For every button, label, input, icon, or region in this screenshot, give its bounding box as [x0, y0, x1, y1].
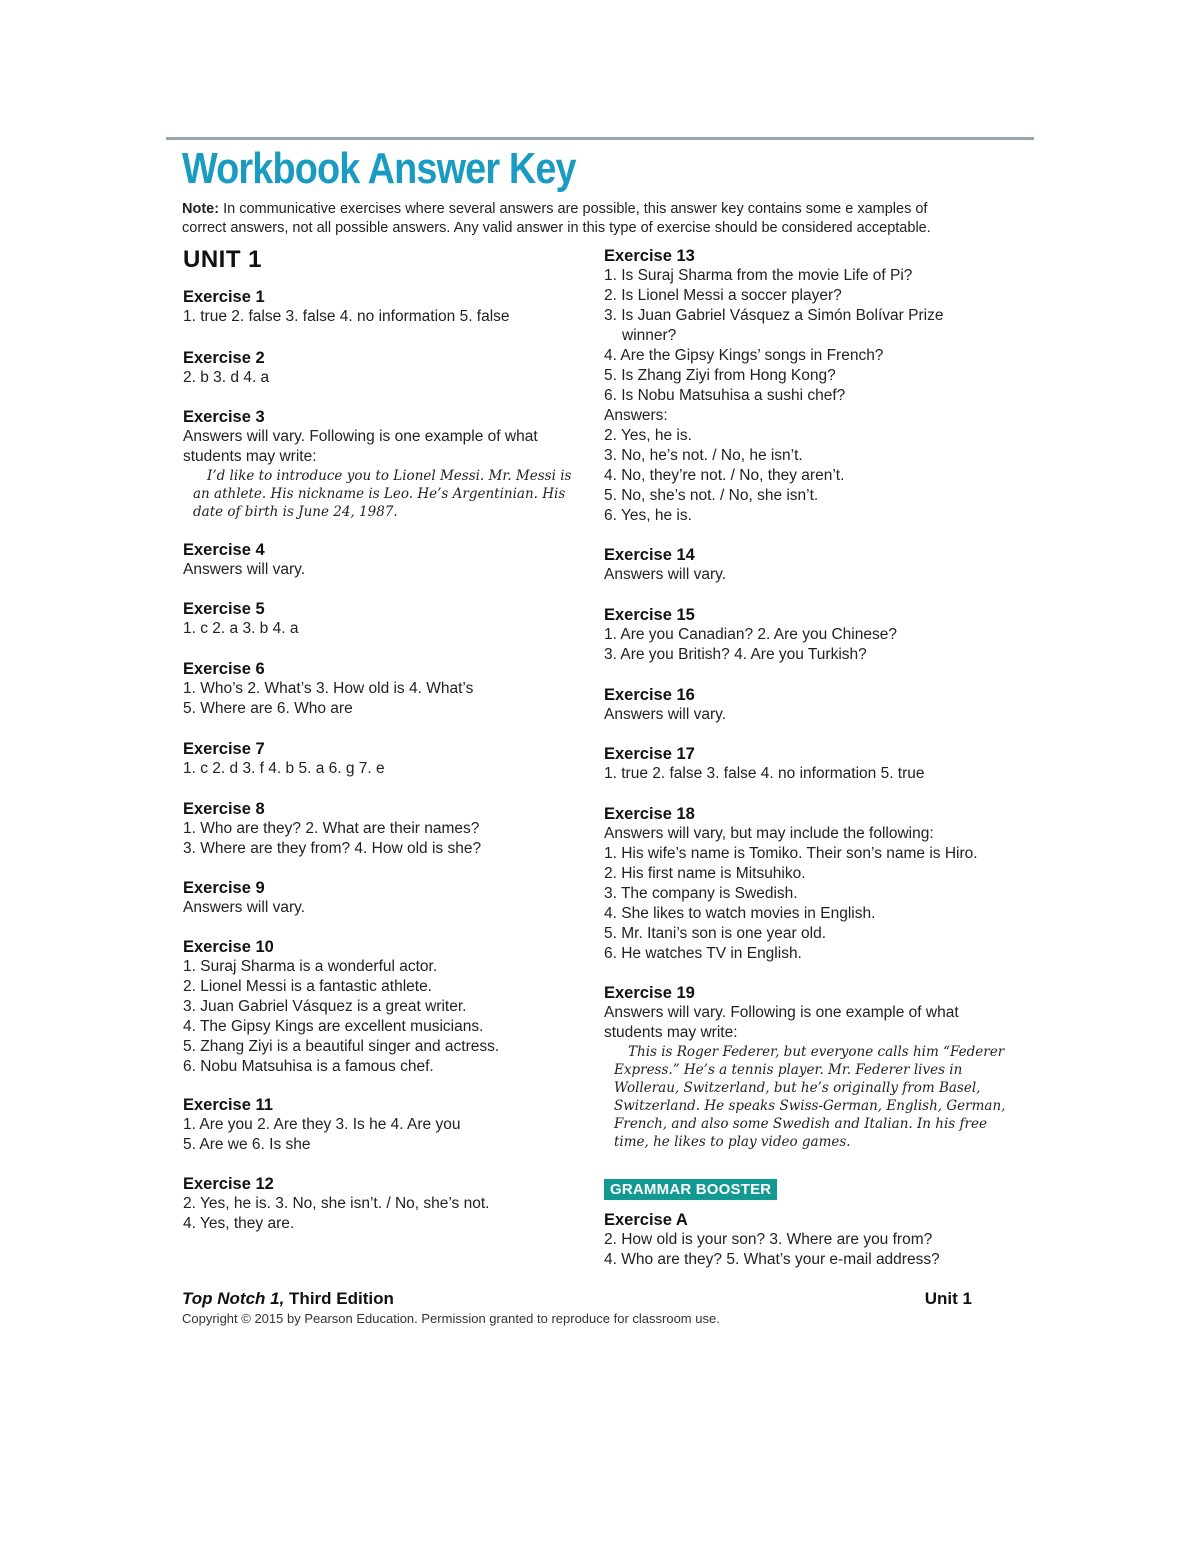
answer-line: 1. c 2. a 3. b 4. a	[183, 620, 299, 637]
grammar-booster-badge: GRAMMAR BOOSTER	[604, 1179, 777, 1200]
answer-line: 6. Is Nobu Matsuhisa a sushi chef?	[604, 387, 846, 404]
exercise-title: Exercise 2	[183, 349, 265, 367]
answer-line: Answers will vary. Following is one example of what	[183, 428, 538, 445]
answer-line: 1. true 2. false 3. false 4. no information 5. true	[604, 765, 925, 782]
answer-line: Answers will vary.	[183, 561, 306, 578]
answer-line: 5. Zhang Ziyi is a beautiful singer and actress.	[183, 1038, 500, 1055]
note-paragraph	[182, 200, 962, 238]
answer-line: 6. Nobu Matsuhisa is a famous chef.	[183, 1058, 434, 1075]
answer-line: 5. Is Zhang Ziyi from Hong Kong?	[604, 367, 836, 384]
left-exercise-list	[183, 287, 583, 1234]
copyright-line: Copyright © 2015 by Pearson Education. Permission granted to reproduce for classroom use.	[182, 1311, 720, 1326]
answer-line: 1. true 2. false 3. false 4. no information 5. false	[183, 308, 510, 325]
note-text: In communicative exercises where several answers are possible, this answer key contains some e xamples of correct answers, not all possible answers. Any valid answer in this type of exercise should be considered acceptable.	[182, 201, 931, 236]
exercise-block	[183, 1095, 583, 1155]
sample-answer-line: an athlete. His nickname is Leo. He’s Argentinian. His	[193, 486, 566, 502]
exercise-title: Exercise 16	[604, 686, 695, 704]
exercise-title: Exercise 3	[183, 408, 265, 426]
exercise-title: Exercise 6	[183, 660, 265, 678]
answer-line: 6. Yes, he is.	[604, 507, 692, 524]
answer-line: 6. He watches TV in English.	[604, 945, 802, 962]
exercise-title: Exercise 5	[183, 600, 265, 618]
sample-answer-text	[183, 467, 583, 521]
exercise-block	[604, 545, 1024, 585]
right-exercise-list	[604, 246, 1024, 1151]
exercise-block	[183, 799, 583, 859]
sample-answer-line: date of birth is June 24, 1987.	[193, 504, 398, 520]
answer-line: 2. His first name is Mitsuhiko.	[604, 865, 806, 882]
exercise-title: Exercise 12	[183, 1175, 274, 1193]
exercise-title: Exercise 4	[183, 541, 265, 559]
exercise-block	[183, 878, 583, 918]
answer-line: 4. No, they’re not. / No, they aren’t.	[604, 467, 845, 484]
answer-line: 1. His wife’s name is Tomiko. Their son’s name is Hiro.	[604, 845, 978, 862]
note-label: Note:	[182, 201, 220, 217]
answer-line: 4. Who are they? 5. What’s your e-mail address?	[604, 1251, 940, 1268]
exercise-title: Exercise 7	[183, 740, 265, 758]
exercise-title: Exercise 9	[183, 879, 265, 897]
page-title: Workbook Answer Key	[182, 144, 576, 193]
left-column	[183, 246, 583, 1234]
exercise-title: Exercise A	[604, 1211, 688, 1229]
sample-answer-line: French, and also some Swedish and Italian. In his free	[614, 1116, 987, 1132]
answer-line: 4. Yes, they are.	[183, 1215, 295, 1232]
exercise-block	[604, 685, 1024, 725]
sample-answer-line: I’d like to introduce you to Lionel Messi. Mr. Messi is	[207, 468, 572, 484]
answer-line: 5. No, she’s not. / No, she isn’t.	[604, 487, 819, 504]
right-column	[604, 246, 1024, 1270]
exercise-block	[183, 937, 583, 1077]
sample-answer-text	[604, 1043, 1024, 1151]
answer-line: 4. Are the Gipsy Kings’ songs in French?	[604, 347, 884, 364]
exercise-block	[183, 540, 583, 580]
exercise-block	[604, 1210, 1024, 1270]
exercise-block	[604, 246, 1024, 526]
answer-line: 2. Yes, he is.	[604, 427, 692, 444]
answer-line: 3. Are you British? 4. Are you Turkish?	[604, 646, 867, 663]
unit-heading: UNIT 1	[183, 246, 263, 273]
exercise-block	[183, 287, 583, 327]
answer-line: Answers will vary, but may include the following:	[604, 825, 934, 842]
exercise-title: Exercise 1	[183, 288, 265, 306]
booster-exercise	[604, 1210, 1024, 1270]
book-title-line	[182, 1289, 972, 1309]
sample-answer-line: time, he likes to play video games.	[614, 1134, 851, 1150]
answer-line: 5. Mr. Itani’s son is one year old.	[604, 925, 826, 942]
answer-line: 3. Where are they from? 4. How old is she?	[183, 840, 482, 857]
page-footer	[182, 1289, 972, 1326]
footer-unit-label: Unit 1	[924, 1289, 972, 1308]
exercise-title: Exercise 14	[604, 546, 695, 564]
answer-line: 2. How old is your son? 3. Where are you from?	[604, 1231, 933, 1248]
answer-line: winner?	[622, 327, 677, 344]
answer-line: 1. Are you 2. Are they 3. Is he 4. Are you	[183, 1116, 461, 1133]
sample-answer-line: Express.” He’s a tennis player. Mr. Federer lives in	[614, 1062, 963, 1078]
answer-line: 2. Lionel Messi is a fantastic athlete.	[183, 978, 432, 995]
answer-line: 3. The company is Swedish.	[604, 885, 798, 902]
answer-line: students may write:	[183, 448, 317, 465]
exercise-block	[183, 599, 583, 639]
answer-line: Answers will vary.	[183, 899, 306, 916]
exercise-block	[183, 1174, 583, 1234]
answer-line: students may write:	[604, 1024, 738, 1041]
answer-line: 5. Are we 6. Is she	[183, 1136, 311, 1153]
exercise-block	[183, 739, 583, 779]
answer-line: 1. Who’s 2. What’s 3. How old is 4. What’s	[183, 680, 474, 697]
answer-line: 1. Is Suraj Sharma from the movie Life of Pi?	[604, 267, 913, 284]
exercise-title: Exercise 17	[604, 745, 695, 763]
sample-answer-line: This is Roger Federer, but everyone calls him “Federer	[628, 1044, 1005, 1060]
exercise-title: Exercise 8	[183, 800, 265, 818]
exercise-title: Exercise 11	[183, 1096, 273, 1114]
answer-line: 3. Juan Gabriel Vásquez is a great writer.	[183, 998, 467, 1015]
exercise-block	[604, 983, 1024, 1151]
sample-answer-line: Switzerland. He speaks Swiss-German, English, German,	[614, 1098, 1006, 1114]
book-edition: Third Edition	[289, 1289, 394, 1308]
answer-line: 4. The Gipsy Kings are excellent musicians.	[183, 1018, 484, 1035]
sample-answer-line: Wollerau, Switzerland, but he’s originally from Basel,	[614, 1080, 981, 1096]
exercise-block	[604, 744, 1024, 784]
top-rule	[166, 137, 1034, 140]
answer-line: Answers will vary. Following is one example of what	[604, 1004, 959, 1021]
answer-line: 3. No, he’s not. / No, he isn’t.	[604, 447, 803, 464]
exercise-block	[604, 605, 1024, 665]
answer-line: 5. Where are 6. Who are	[183, 700, 353, 717]
answer-line: 1. c 2. d 3. f 4. b 5. a 6. g 7. e	[183, 760, 385, 777]
answer-line: Answers will vary.	[604, 566, 727, 583]
answer-line: 3. Is Juan Gabriel Vásquez a Simón Bolívar Prize	[604, 307, 944, 324]
exercise-block	[183, 407, 583, 521]
exercise-title: Exercise 15	[604, 606, 695, 624]
exercise-title: Exercise 18	[604, 805, 695, 823]
exercise-block	[183, 348, 583, 388]
answer-line: Answers will vary.	[604, 706, 727, 723]
answer-line: 2. b 3. d 4. a	[183, 369, 270, 386]
book-title: Top Notch 1,	[182, 1289, 285, 1308]
exercise-title: Exercise 13	[604, 247, 695, 265]
answer-line: 1. Are you Canadian? 2. Are you Chinese?	[604, 626, 897, 643]
answer-line: 2. Yes, he is. 3. No, she isn’t. / No, she’s not.	[183, 1195, 490, 1212]
exercise-title: Exercise 10	[183, 938, 274, 956]
answer-line: 2. Is Lionel Messi a soccer player?	[604, 287, 842, 304]
answer-line: Answers:	[604, 407, 668, 424]
answer-line: 4. She likes to watch movies in English.	[604, 905, 876, 922]
answer-line: 1. Suraj Sharma is a wonderful actor.	[183, 958, 438, 975]
exercise-title: Exercise 19	[604, 984, 695, 1002]
exercise-block	[183, 659, 583, 719]
answer-line: 1. Who are they? 2. What are their names?	[183, 820, 480, 837]
exercise-block	[604, 804, 1024, 964]
